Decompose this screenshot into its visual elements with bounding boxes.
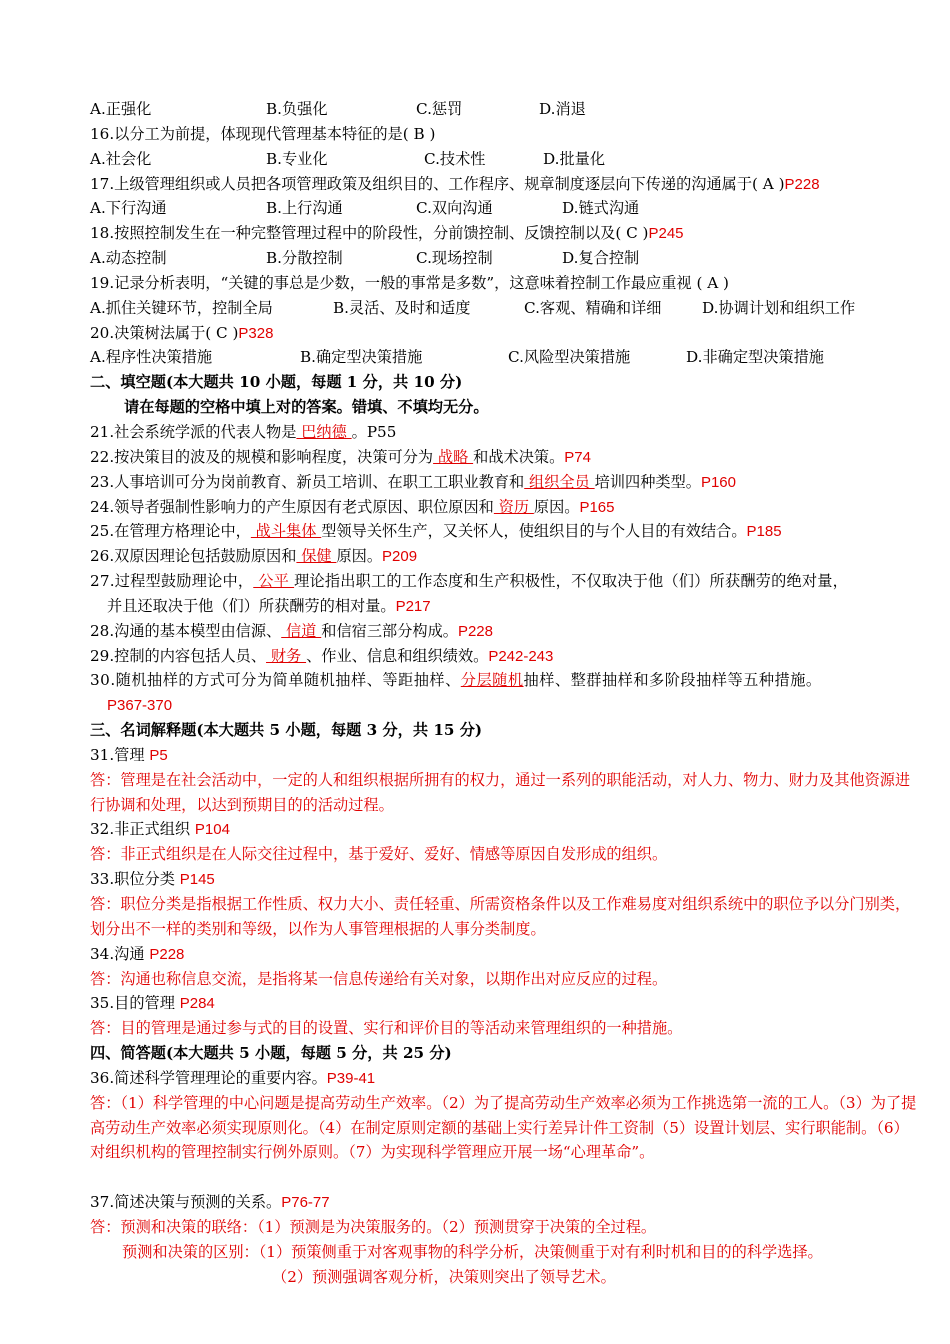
q18-text: 18.按照控制发生在一种完整管理过程中的阶段性，分前馈控制、反馈控制以及( C ) [90,224,649,243]
q23-text: 23.人事培训可分为岗前教育、新员工培训、在职工工职业教育和 [90,472,525,491]
option-d: D.复合控制 [562,249,640,268]
q37-stem [90,1190,920,1215]
q29-text: 29.控制的内容包括人员、 [90,646,267,665]
q30 [90,668,920,693]
q36-text: 36.简述科学管理理论的重要内容。 [90,1068,327,1087]
q37-answer-2: 预测和决策的区别：（1）预策侧重于对客观事物的科学分析，决策侧重于对有利时机和目的的科学选择。 [122,1242,823,1261]
q27-text2: 并且还取决于他（们）所获酬劳的相对量。 [107,596,396,615]
option-a: A.程序性决策措施 [90,348,213,367]
q16-stem: 16.以分工为前提，体现现代管理基本特征的是( B ) [90,124,436,143]
q35-text: 35.目的管理 [90,994,180,1013]
q21-tail: 。P55 [351,422,397,441]
q33-term [90,867,920,892]
q34-answer: 答：沟通也称信息交流，是指将某一信息传递给有关对象，以期作出对应反应的过程。 [90,969,668,988]
option-a: A.正强化 [90,100,152,118]
option-a: A.抓住关键环节，控制全局 [90,298,273,317]
q27-line2 [90,594,920,619]
q31-answer: 答：管理是在社会活动中，一定的人和组织根据所拥有的权力，通过一系列的职能活动，对人力、物力、财力及其他资源进行协调和处理，以达到预期目的的活动过程。 [90,770,911,814]
q25-ref: P185 [746,523,782,541]
q18-options [90,246,920,271]
q37-answer-1: 答：预测和决策的联络：（1）预测是为决策服务的。（2）预测贯穿于决策的全过程。 [90,1217,657,1236]
q28 [90,619,920,644]
q33-answer: 答：职位分类是指根据工作性质、权力大小、责任轻重、所需资格条件以及工作难易度对组织系统中的职位予以分门别类，划分出不一样的类别和等级，以作为人事管理根据的人事分类制度。 [90,895,911,938]
q29-ref: P242-243 [488,647,554,665]
q22-ref: P74 [564,448,591,466]
q34-term [90,942,920,967]
q30-answer: 分层随机 [460,671,524,690]
q35-answer: 答：目的管理是通过参与式的目的设置、实行和评价目的等活动来管理组织的一种措施。 [90,1019,683,1038]
option-b: B.灵活、及时和适度 [333,298,471,317]
q21-answer: 巴纳德 [296,422,352,441]
q24-tail: 原因。 [533,497,580,516]
q35-ref: P284 [179,995,215,1013]
q17-text: 17.上级管理组织或人员把各项管理政策及组织目的、工作程序、规章制度逐层向下传递的沟通属于( A ) [90,174,785,193]
option-d: D.批量化 [543,149,606,168]
q36-stem [90,1066,920,1091]
q30-line2 [90,693,920,718]
option-b: B.专业化 [266,149,328,168]
q36-ref: P39-41 [326,1069,376,1087]
q25-answer: 战斗集体 [250,522,322,541]
q37-ref: P76-77 [281,1194,330,1212]
q31-text: 31.管理 [90,745,150,764]
section-4-title: 四、简答题(本大题共 5 小题，每题 5 分，共 25 分) [90,1044,452,1063]
q23-tail: 培训四种类型。 [594,472,701,491]
q21-text: 21.社会系统学派的代表人物是 [90,422,297,441]
q20-stem [90,321,920,346]
q16-options [90,147,920,172]
q34-ref: P228 [149,945,185,963]
q21 [90,420,920,445]
q25 [90,519,920,544]
option-a: A.社会化 [90,149,152,168]
q19-options [90,296,920,321]
q20-text: 20.决策树法属于( C ) [90,323,239,342]
q27-ref: P217 [395,597,431,615]
q27-tail: 理论指出职工的工作态度和生产积极性，不仅取决于他（们）所获酬劳的绝对量， [294,572,849,591]
option-b: B.负强化 [266,100,328,118]
q18-stem [90,221,920,246]
option-b: B.确定型决策措施 [300,348,423,367]
q29 [90,644,920,669]
document-page [90,97,920,1290]
option-d: D.协调计划和组织工作 [702,298,856,317]
q28-answer: 信道 [281,621,322,640]
q22 [90,445,920,470]
option-d: D.消退 [539,100,586,118]
q30-tail: 抽样、整群抽样和多阶段抽样等五种措施。 [523,671,822,690]
q30-text: 30.随机抽样的方式可分为简单随机抽样、等距抽样、 [90,671,461,690]
option-b: B.上行沟通 [266,199,343,218]
q37-text: 37.简述决策与预测的关系。 [90,1193,282,1212]
q27-text: 27.过程型鼓励理论中， [90,572,254,591]
q37-answer-3: （2）预测强调客观分析，决策则突出了领导艺术。 [272,1267,616,1286]
q26-text: 26.双原因理论包括鼓励原因和 [90,547,297,566]
q26-tail: 原因。 [336,547,382,566]
q31-term [90,743,920,768]
q34-text: 34.沟通 [90,944,150,963]
q32-answer: 答：非正式组织是在人际交往过程中，基于爱好、爱好、情感等原因自发形成的组织。 [90,845,668,864]
q33-ref: P145 [179,871,215,889]
q26-answer: 保健 [296,547,337,566]
q23-answer: 组织全员 [524,472,595,491]
q19-stem: 19.记录分析表明，“关键的事总是少数，一般的事常是多数”，这意味着控制工作最应重视 ( A ) [90,273,729,292]
option-d: D.非确定型决策措施 [686,348,824,367]
q35-term [90,991,920,1016]
q28-text: 28.沟通的基本模型由信源、 [90,621,282,640]
option-c: C.风险型决策措施 [508,348,631,367]
option-c: C.客观、精确和详细 [524,298,662,317]
q36-answer: 答：（1）科学管理的中心问题是提高劳动生产效率。（2）为了提高劳动生产效率必须为工作挑选第一流的工人。（3）为了提高劳动生产效率必须实现原则化。（4）在制定原则定额的基础上实行差异计件工资制（5）设置计划层、实行职能制。（6）对组织机构的管理控制实行例外原则。（7）为实现科学管理应开展一场“心理革命”。 [90,1093,917,1162]
option-c: C.现场控制 [416,249,493,268]
section-2-note: 请在每题的空格中填上对的答案。错填、不填均无分。 [124,398,489,417]
option-c: C.技术性 [424,149,486,168]
q31-ref: P5 [149,746,168,764]
option-a: A.动态控制 [90,249,167,268]
q23-ref: P160 [700,473,736,491]
q17-ref: P228 [784,175,820,193]
section-2-title: 二、填空题(本大题共 10 小题，每题 1 分，共 10 分) [90,373,463,392]
q24 [90,495,920,520]
q32-text: 32.非正式组织 [90,820,195,839]
q20-options [90,345,920,370]
q33-text: 33.职位分类 [90,870,180,889]
q25-text: 25.在管理方格理论中， [90,522,251,541]
q15-options [90,97,920,122]
q27 [90,569,920,594]
q17-options [90,196,920,221]
q22-tail: 和战术决策。 [473,447,565,466]
section-3-title: 三、名词解释题(本大题共 5 小题，每题 3 分，共 15 分) [90,721,483,740]
q28-tail: 和信宿三部分构成。 [321,621,458,640]
q32-ref: P104 [194,821,230,839]
q17-stem [90,172,920,197]
q26-ref: P209 [382,548,418,566]
q24-text: 24.领导者强制性影响力的产生原因有老式原因、职位原因和 [90,497,494,516]
q24-answer: 资历 [493,497,534,516]
option-c: C.双向沟通 [416,199,493,218]
q27-answer: 公平 [253,572,295,591]
option-a: A.下行沟通 [90,199,167,218]
q30-ref: P367-370 [107,697,173,715]
q22-text: 22.按决策目的波及的规模和影响程度，决策可分为 [90,447,434,466]
q28-ref: P228 [457,622,493,640]
q29-tail: 、作业、信息和组织绩效。 [306,646,489,665]
q22-answer: 战略 [433,447,474,466]
option-b: B.分散控制 [266,249,343,268]
q25-tail: 型领导关怀生产，又关怀人，使组织目的与个人目的有效结合。 [321,522,747,541]
q24-ref: P165 [579,498,615,516]
option-c: C.惩罚 [416,100,463,118]
q18-ref: P245 [648,225,684,243]
q23 [90,470,920,495]
q29-answer: 财务 [266,646,307,665]
q26 [90,544,920,569]
option-d: D.链式沟通 [562,199,640,218]
q32-term [90,817,920,842]
q20-ref: P328 [238,324,274,342]
